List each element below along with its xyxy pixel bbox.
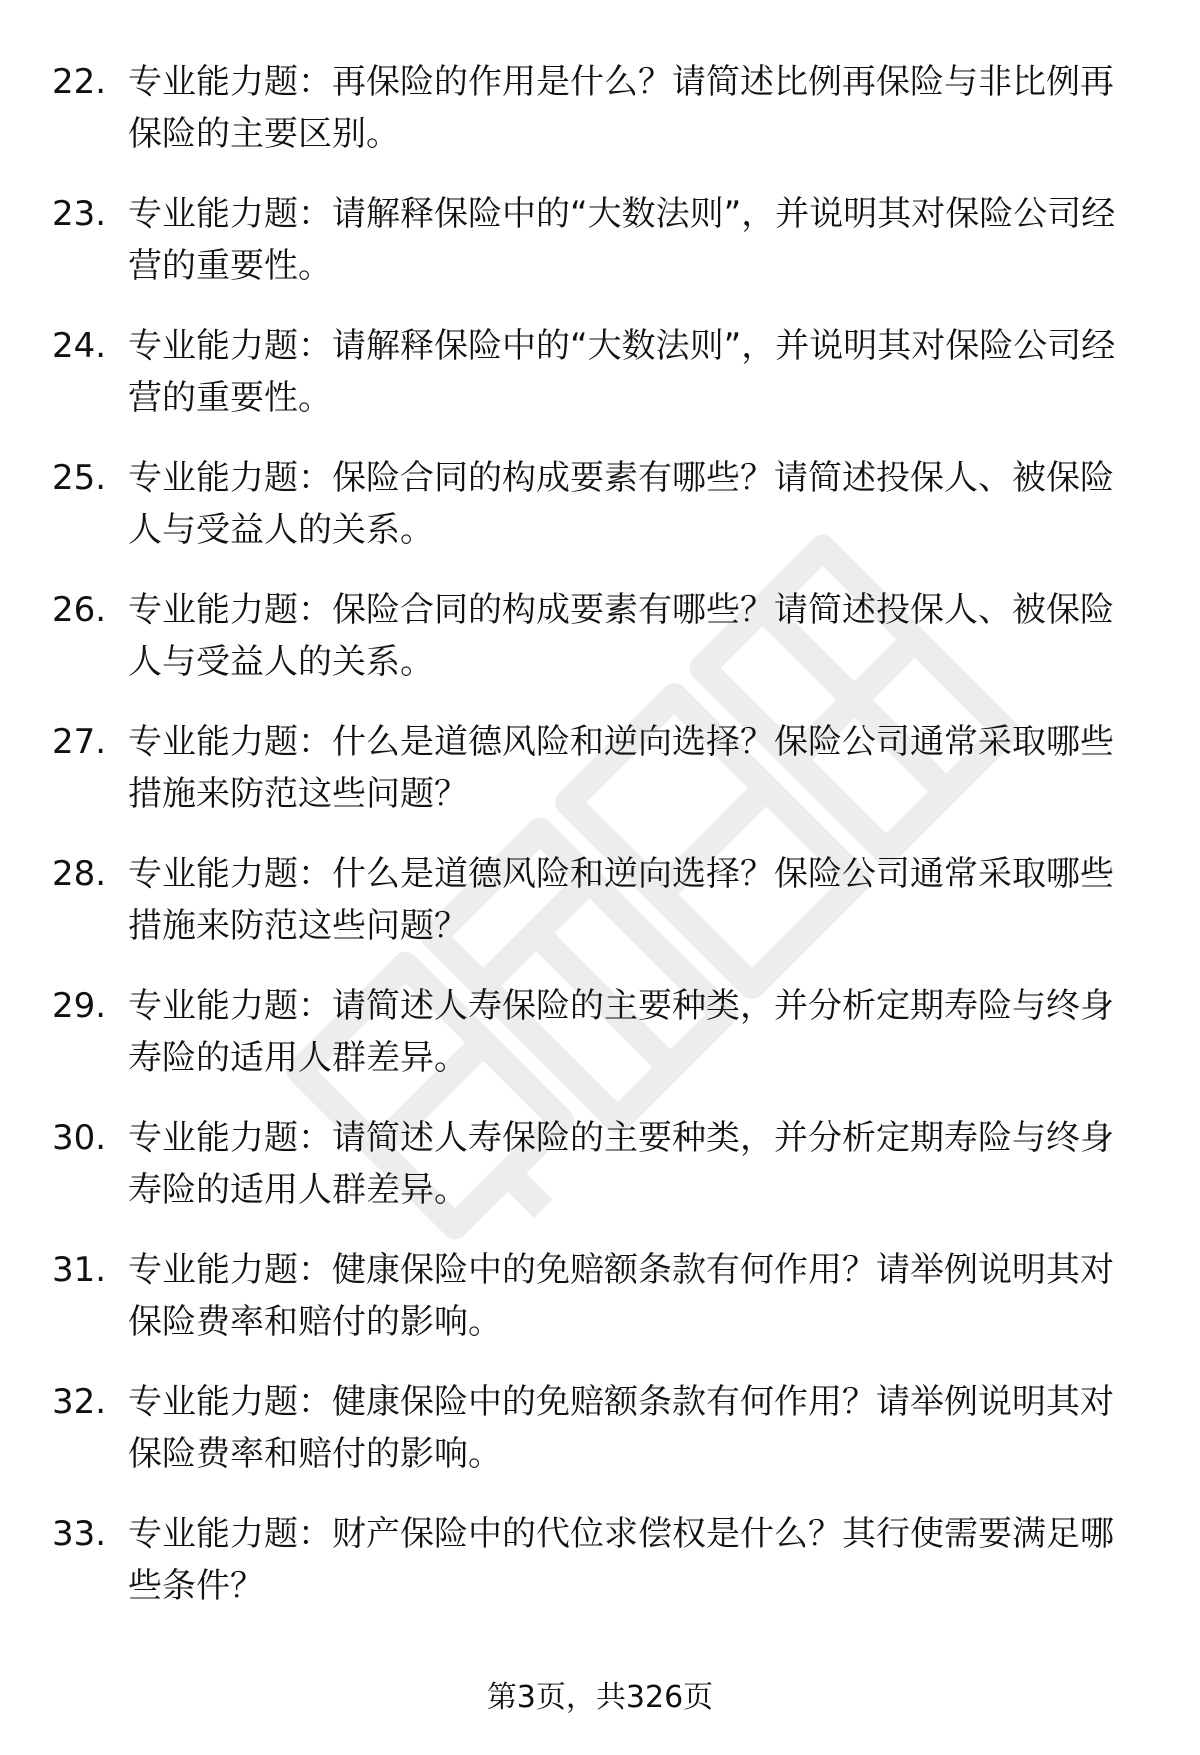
- question-number: 24.: [52, 326, 107, 366]
- question-item: [0, 1376, 1200, 1508]
- question-item: [0, 584, 1200, 716]
- question-item: [0, 1508, 1200, 1640]
- question-item: [0, 1244, 1200, 1376]
- question-number: 33.: [52, 1514, 107, 1554]
- question-item: [0, 320, 1200, 452]
- question-text: 专业能力题：请解释保险中的“大数法则”，并说明其对保险公司经营的重要性。: [128, 194, 1116, 286]
- question-text: 专业能力题：请简述人寿保险的主要种类，并分析定期寿险与终身寿险的适用人群差异。: [128, 1118, 1114, 1210]
- question-number: 28.: [52, 854, 107, 894]
- question-text: 专业能力题：健康保险中的免赔额条款有何作用？请举例说明其对保险费率和赔付的影响。: [128, 1382, 1114, 1474]
- question-number: 22.: [52, 62, 107, 102]
- question-text: 专业能力题：健康保险中的免赔额条款有何作用？请举例说明其对保险费率和赔付的影响。: [128, 1250, 1114, 1342]
- question-text: 专业能力题：请解释保险中的“大数法则”，并说明其对保险公司经营的重要性。: [128, 326, 1116, 418]
- question-text: 专业能力题：再保险的作用是什么？请简述比例再保险与非比例再保险的主要区别。: [128, 62, 1114, 154]
- question-number: 30.: [52, 1118, 107, 1158]
- question-text: 专业能力题：保险合同的构成要素有哪些？请简述投保人、被保险人与受益人的关系。: [128, 458, 1114, 550]
- question-item: [0, 716, 1200, 848]
- question-item: [0, 56, 1200, 188]
- question-text: 专业能力题：保险合同的构成要素有哪些？请简述投保人、被保险人与受益人的关系。: [128, 590, 1114, 682]
- page-number-label: 第3页，共326页: [486, 1680, 714, 1715]
- question-number: 32.: [52, 1382, 107, 1422]
- question-item: [0, 188, 1200, 320]
- question-number: 27.: [52, 722, 107, 762]
- question-item: [0, 848, 1200, 980]
- question-text: 专业能力题：什么是道德风险和逆向选择？保险公司通常采取哪些措施来防范这些问题？: [128, 854, 1114, 946]
- question-text: 专业能力题：财产保险中的代位求偿权是什么？其行使需要满足哪些条件？: [128, 1514, 1114, 1606]
- question-text: 专业能力题：什么是道德风险和逆向选择？保险公司通常采取哪些措施来防范这些问题？: [128, 722, 1114, 814]
- question-item: [0, 980, 1200, 1112]
- question-item: [0, 1112, 1200, 1244]
- question-number: 23.: [52, 194, 107, 234]
- question-number: 31.: [52, 1250, 107, 1290]
- page-footer: [0, 1676, 1200, 1720]
- question-number: 25.: [52, 458, 107, 498]
- question-number: 29.: [52, 986, 107, 1026]
- question-number: 26.: [52, 590, 107, 630]
- question-list: [0, 56, 1200, 1640]
- question-text: 专业能力题：请简述人寿保险的主要种类，并分析定期寿险与终身寿险的适用人群差异。: [128, 986, 1114, 1078]
- question-item: [0, 452, 1200, 584]
